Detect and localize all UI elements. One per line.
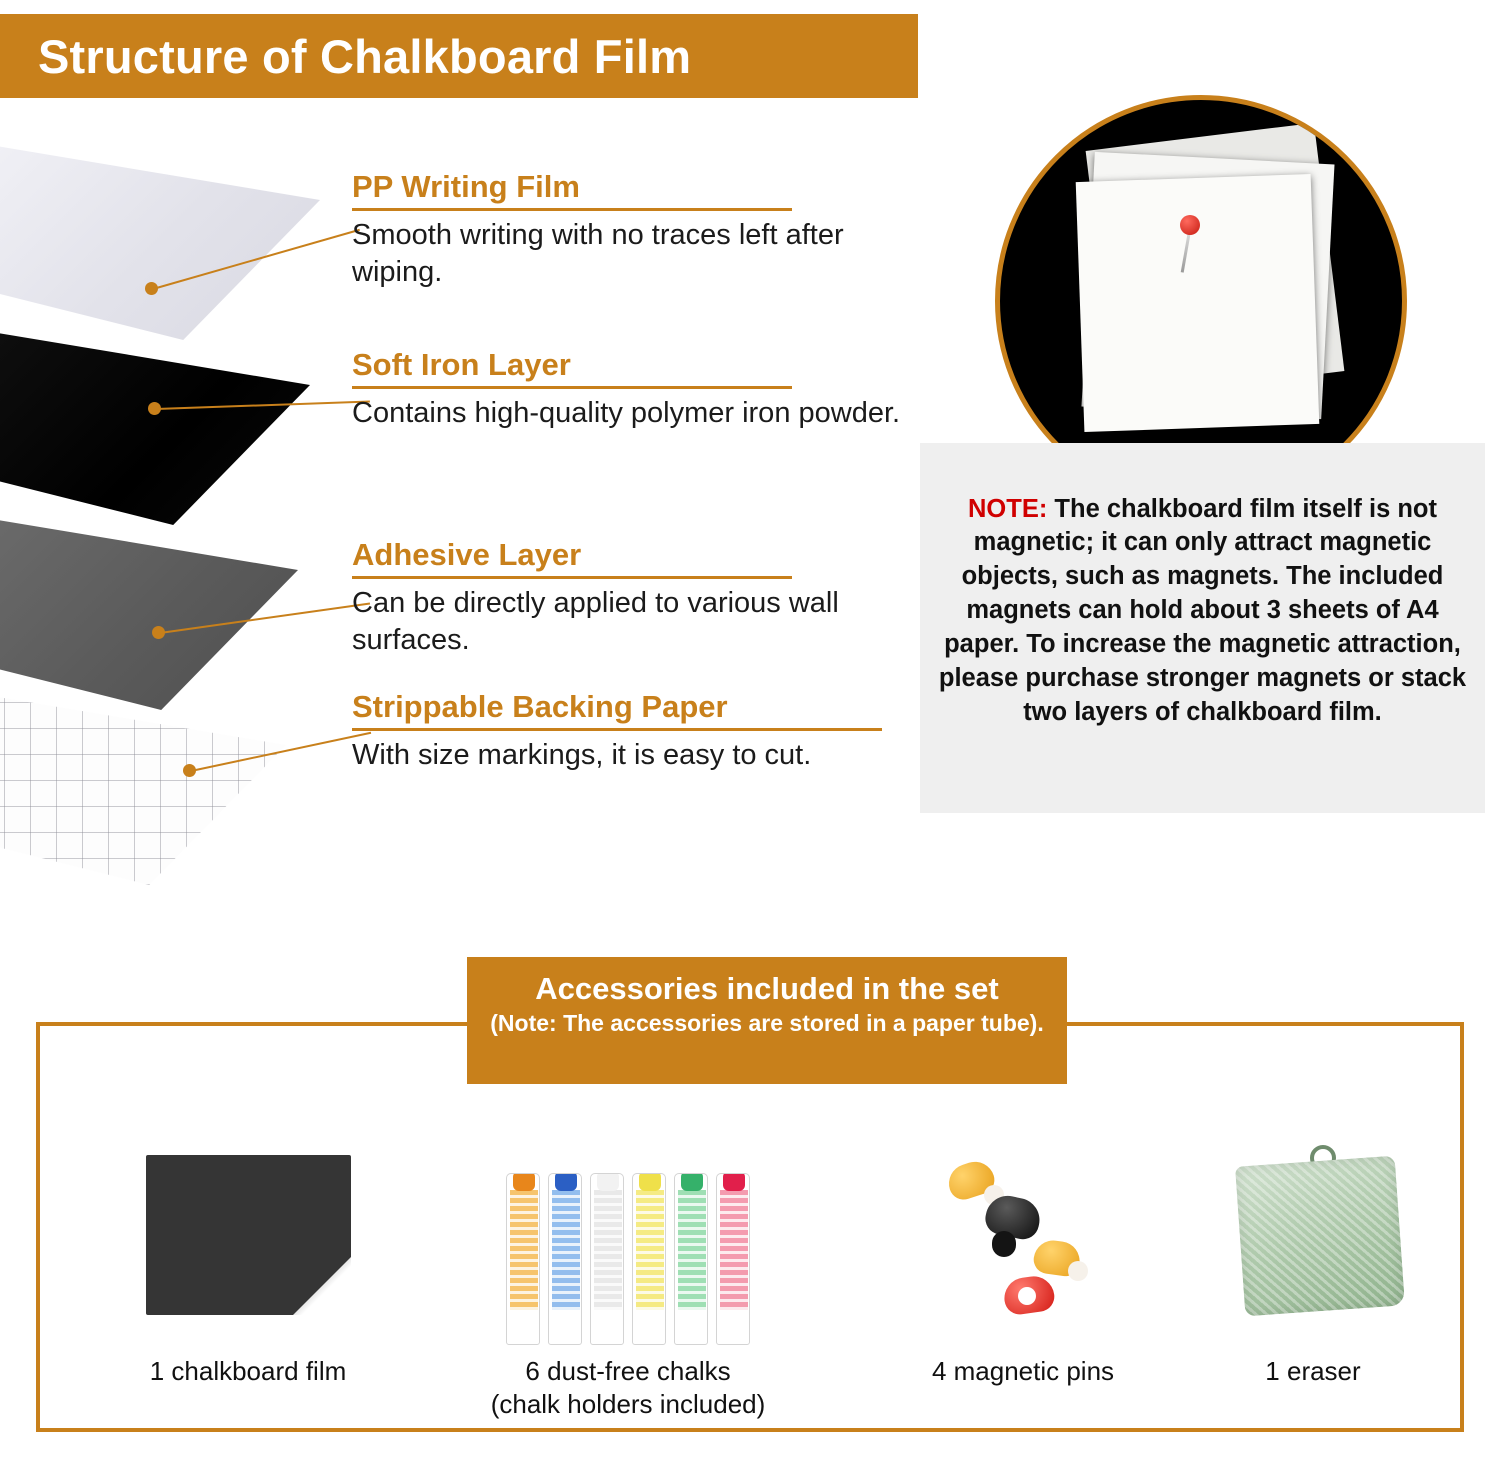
layer-swatch-strippable-backing-paper <box>0 685 286 885</box>
accessory-item-chalkboard-film <box>78 1145 418 1388</box>
leader-line-strippable-backing-paper <box>183 760 373 780</box>
layer-swatch-pp-writing-film <box>0 140 320 340</box>
accessories-banner <box>467 957 1067 1084</box>
layer-swatch-adhesive-layer <box>0 510 298 710</box>
callout-adhesive-layer <box>352 538 912 659</box>
accessory-caption-secondary: (chalk holders included) <box>490 1388 766 1419</box>
callout-description: Can be directly applied to various wall surfaces. <box>352 587 839 657</box>
note-box <box>920 443 1485 813</box>
callout-description: Smooth writing with no traces left after wiping. <box>352 219 844 289</box>
accessory-caption: 1 chalkboard film <box>149 1356 347 1386</box>
callout-description: With size markings, it is easy to cut. <box>352 739 812 772</box>
leader-line-adhesive-layer <box>152 622 372 642</box>
accessory-caption: 1 eraser <box>1265 1356 1361 1386</box>
callout-divider <box>352 386 792 389</box>
leader-line-pp-writing-film <box>145 278 365 298</box>
paper-sheet <box>1076 174 1320 432</box>
callout-heading: Strippable Backing Paper <box>352 689 728 724</box>
callout-heading: Soft Iron Layer <box>352 347 571 382</box>
magnetic-pins-icon <box>858 1145 1188 1345</box>
accessory-caption: 4 magnetic pins <box>931 1356 1115 1386</box>
page-title: Structure of Chalkboard Film <box>38 29 692 83</box>
leader-line-soft-iron-layer <box>148 398 368 418</box>
chalk-sticks-icon <box>418 1145 838 1345</box>
accessory-caption: 6 dust-free chalks <box>525 1356 731 1386</box>
callout-strippable-backing-paper <box>352 690 912 774</box>
accessories-subtitle: (Note: The accessories are stored in a paper tube). <box>490 1009 1044 1036</box>
callout-divider <box>352 728 882 731</box>
layer-swatch-soft-iron-layer <box>0 325 310 525</box>
note-label: NOTE: <box>968 494 1048 523</box>
callout-divider <box>352 576 792 579</box>
exploded-layers-illustration <box>0 140 380 910</box>
callout-pp-writing-film <box>352 170 912 291</box>
chalkboard-film-icon <box>78 1145 418 1345</box>
push-pin-icon <box>1176 215 1202 273</box>
title-banner <box>0 14 918 98</box>
callout-soft-iron-layer <box>352 348 912 432</box>
eraser-cloth-icon <box>1188 1145 1438 1345</box>
callout-divider <box>352 208 792 211</box>
note-body: The chalkboard film itself is not magnetic; it can only attract magnetic objects, such as magnets. The included magnets can hold about 3 sheets of A4 paper. To increase the magnetic attraction, please purchase stronger magnets or stack two layers of chalkboard film. <box>938 494 1467 726</box>
accessory-item-dust-free-chalks <box>418 1145 838 1420</box>
accessory-item-eraser <box>1188 1145 1438 1388</box>
callout-description: Contains high-quality polymer iron powder. <box>352 397 901 430</box>
accessories-title: Accessories included in the set <box>535 971 999 1006</box>
note-text <box>936 493 1469 730</box>
callout-heading: Adhesive Layer <box>352 537 582 572</box>
callout-heading: PP Writing Film <box>352 169 580 204</box>
accessory-item-magnetic-pins <box>858 1145 1188 1388</box>
